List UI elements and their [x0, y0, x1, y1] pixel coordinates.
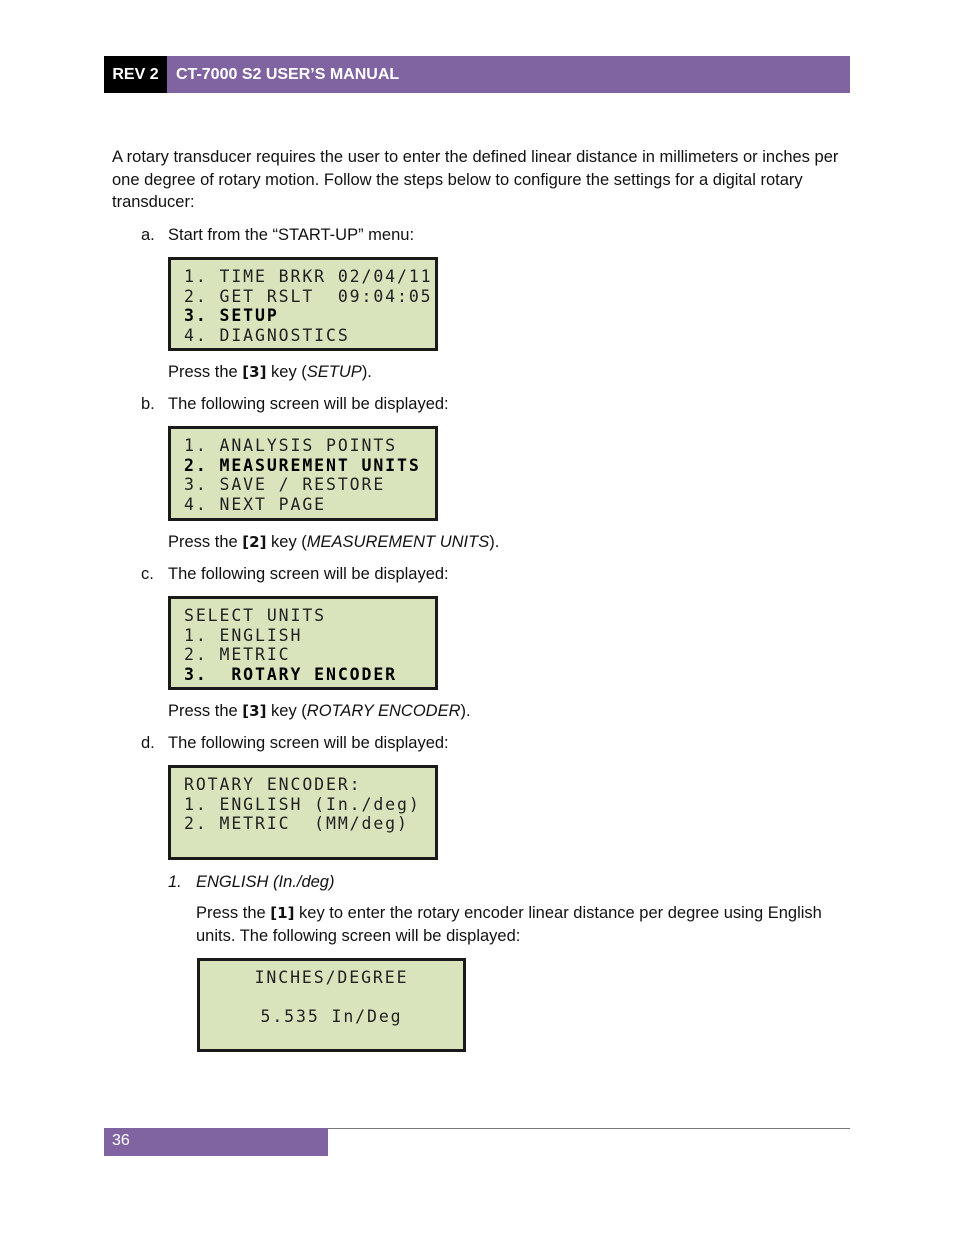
press-text: key ( — [266, 363, 307, 381]
lcd-line: 1. ENGLISH (In./deg) — [184, 794, 421, 814]
substep-text: key to enter the rotary encoder linear distance per degree using English units. The following screen will be displayed: — [196, 904, 822, 945]
press-text: key ( — [266, 533, 307, 551]
substep-paragraph — [196, 902, 836, 947]
step-marker: d. — [141, 734, 155, 752]
press-instruction — [168, 531, 499, 553]
step-text: Start from the “START-UP” menu: — [168, 226, 415, 244]
intro-paragraph: A rotary transducer requires the user to enter the defined linear distance in millimeters or inches per one degree of rotary motion. Follow the steps below to configure the settings for a digital rotary transducer: — [112, 148, 839, 212]
press-instruction — [168, 361, 372, 383]
press-text: key ( — [266, 702, 307, 720]
lcd-startup-menu — [168, 257, 438, 351]
substep-text: Press the — [196, 904, 271, 922]
step-marker: c. — [141, 565, 154, 583]
key-label: [3] — [242, 702, 267, 720]
press-text: ). — [361, 363, 372, 381]
step-marker: a. — [141, 226, 155, 244]
press-text: ). — [489, 533, 500, 551]
lcd-line: 1. TIME BRKR 02/04/11 — [184, 267, 433, 286]
lcd-value-line: 5.535 In/Deg — [260, 1007, 403, 1026]
lcd-line: ROTARY ENCODER: — [184, 775, 362, 794]
press-text: Press the — [168, 533, 243, 551]
substep-english — [168, 871, 335, 893]
step-text: The following screen will be displayed: — [168, 395, 449, 413]
press-text: Press the — [168, 702, 243, 720]
step-text: The following screen will be displayed: — [168, 734, 449, 752]
lcd-line-selected: 2. MEASUREMENT UNITS — [184, 455, 421, 475]
revision-label: REV 2 — [104, 56, 167, 93]
press-instruction — [168, 700, 471, 722]
footer-bar — [104, 1128, 328, 1156]
lcd-line: 2. METRIC (MM/deg) — [184, 814, 409, 833]
function-name: MEASUREMENT UNITS — [306, 533, 490, 551]
lcd-select-units — [168, 596, 438, 690]
lcd-line: SELECT UNITS — [184, 606, 327, 625]
lcd-line: 1. ENGLISH — [184, 625, 303, 645]
lcd-line: 1. ANALYSIS POINTS — [184, 436, 398, 455]
lcd-line-selected: 3. ROTARY ENCODER — [184, 664, 398, 684]
substep-title: ENGLISH (In./deg) — [196, 873, 335, 891]
press-text: ). — [460, 702, 471, 720]
manual-title: CT-7000 S2 USER’S MANUAL — [176, 66, 400, 83]
lcd-line: 3. SAVE / RESTORE — [184, 475, 386, 494]
lcd-line: 4. DIAGNOSTICS — [184, 325, 350, 345]
page-header — [104, 56, 850, 93]
key-label: [2] — [242, 533, 267, 551]
press-text: Press the — [168, 363, 243, 381]
key-label: [1] — [270, 904, 295, 922]
key-label: [3] — [242, 363, 267, 381]
lcd-line: INCHES/DEGREE — [254, 968, 409, 987]
lcd-line-selected: 3. SETUP — [184, 306, 279, 325]
function-name: SETUP — [306, 363, 362, 381]
lcd-line: 4. NEXT PAGE — [184, 494, 327, 514]
step-marker: b. — [141, 395, 155, 413]
substep-marker: 1. — [168, 873, 182, 891]
lcd-setup-menu — [168, 426, 438, 521]
lcd-inches-degree — [197, 958, 466, 1052]
page-number: 36 — [112, 1132, 130, 1149]
lcd-rotary-encoder — [168, 765, 438, 860]
lcd-line: 2. METRIC — [184, 645, 291, 664]
function-name: ROTARY ENCODER — [306, 702, 461, 720]
step-text: The following screen will be displayed: — [168, 565, 449, 583]
lcd-line: 2. GET RSLT 09:04:05 — [184, 286, 433, 306]
